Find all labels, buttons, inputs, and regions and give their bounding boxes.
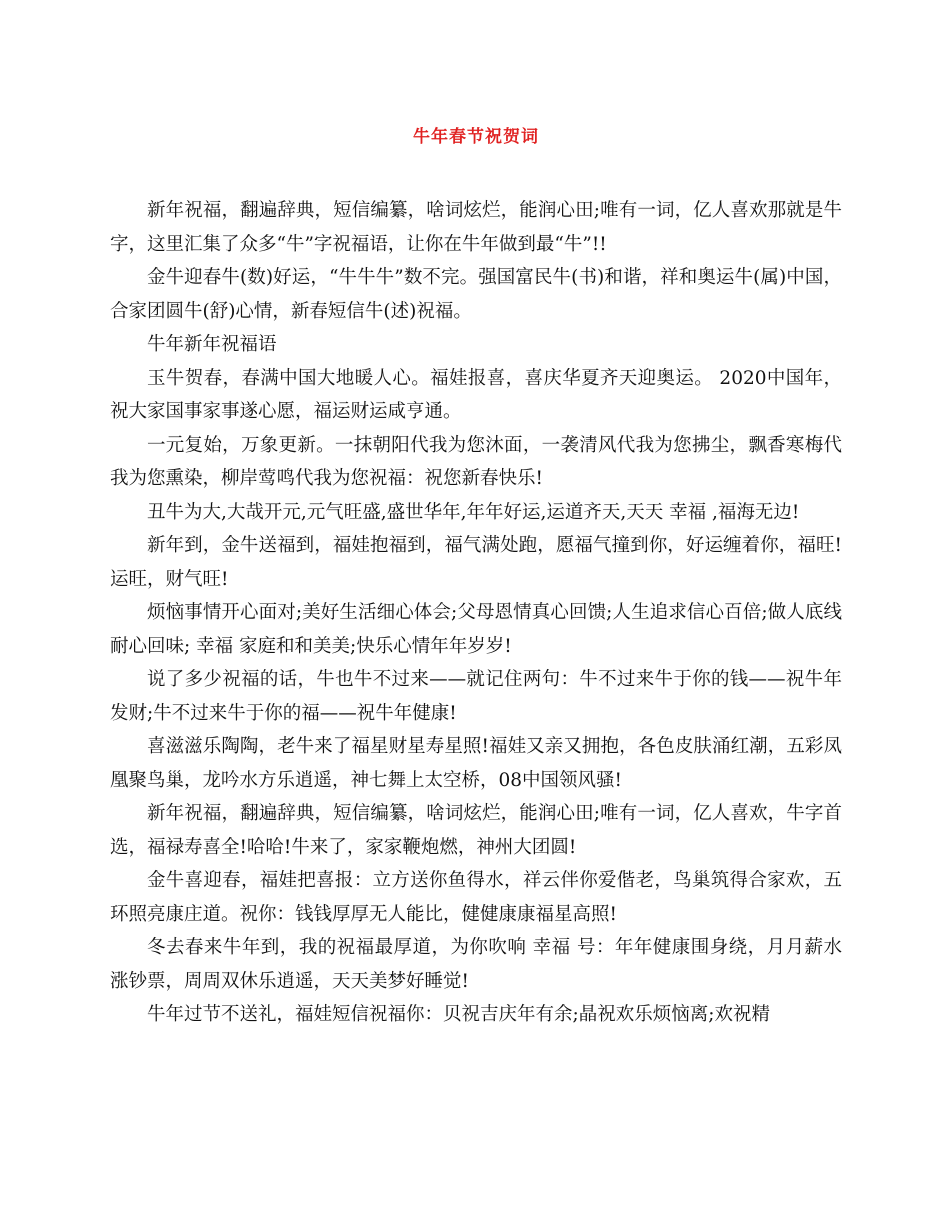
- paragraph: 金牛迎春牛(数)好运，“牛牛牛”数不完。强国富民牛(书)和谐，祥和奥运牛(属)中国，合家团圆牛(舒)心情，新春短信牛(述)祝福。: [110, 267, 842, 322]
- paragraph: 一元复始，万象更新。一抹朝阳代我为您沐面，一袭清风代我为您拂尘，飘香寒梅代我为您熏染，柳岸莺鸣代我为您祝福：祝您新春快乐!: [110, 434, 842, 489]
- paragraph: 冬去春来牛年到，我的祝福最厚道，为你吹响 幸福 号：年年健康围身绕，月月薪水涨钞票，周周双休乐逍遥，天天美梦好睡觉!: [110, 937, 842, 992]
- document-body: [110, 194, 842, 1032]
- paragraph: 新年祝福，翻遍辞典，短信编纂，啥词炫烂，能润心田;唯有一词，亿人喜欢，牛字首选，福禄寿喜全!哈哈!牛来了，家家鞭炮燃，神州大团圆!: [110, 803, 842, 858]
- paragraph: 金牛喜迎春，福娃把喜报：立方送你鱼得水，祥云伴你爱偕老，鸟巢筑得合家欢，五环照亮康庄道。祝你：钱钱厚厚无人能比，健健康康福星高照!: [110, 870, 842, 925]
- paragraph: 烦恼事情开心面对;美好生活细心体会;父母恩情真心回馈;人生追求信心百倍;做人底线耐心回味; 幸福 家庭和和美美;快乐心情年年岁岁!: [110, 602, 842, 657]
- paragraph: 牛年过节不送礼，福娃短信祝福你：贝祝吉庆年有余;晶祝欢乐烦恼离;欢祝精: [147, 1004, 770, 1025]
- document-title: 牛年春节祝贺词: [413, 127, 539, 147]
- section-heading: 牛年新年祝福语: [147, 334, 277, 355]
- paragraph: 玉牛贺春，春满中国大地暖人心。福娃报喜，喜庆华夏齐天迎奥运。 2020中国年，祝大家国事家事遂心愿，福运财运咸亨通。: [110, 367, 842, 422]
- paragraph: 喜滋滋乐陶陶，老牛来了福星财星寿星照!福娃又亲又拥抱，各色皮肤涌红潮，五彩凤凰聚鸟巢，龙吟水方乐逍遥，神七舞上太空桥，08中国领风骚!: [110, 736, 842, 791]
- paragraph: 新年到，金牛送福到，福娃抱福到，福气满处跑，愿福气撞到你，好运缠着你，福旺!运旺，财气旺!: [110, 535, 842, 590]
- paragraph: 新年祝福，翻遍辞典，短信编纂，啥词炫烂，能润心田;唯有一词，亿人喜欢那就是牛字，这里汇集了众多“牛”字祝福语，让你在牛年做到最“牛”!!: [110, 200, 842, 255]
- paragraph: 说了多少祝福的话，牛也牛不过来——就记住两句：牛不过来牛于你的钱——祝牛年发财;牛不过来牛于你的福——祝牛年健康!: [110, 669, 842, 724]
- paragraph: 丑牛为大,大哉开元,元气旺盛,盛世华年,年年好运,运道齐天,天天 幸福 ,福海无边!: [147, 501, 800, 523]
